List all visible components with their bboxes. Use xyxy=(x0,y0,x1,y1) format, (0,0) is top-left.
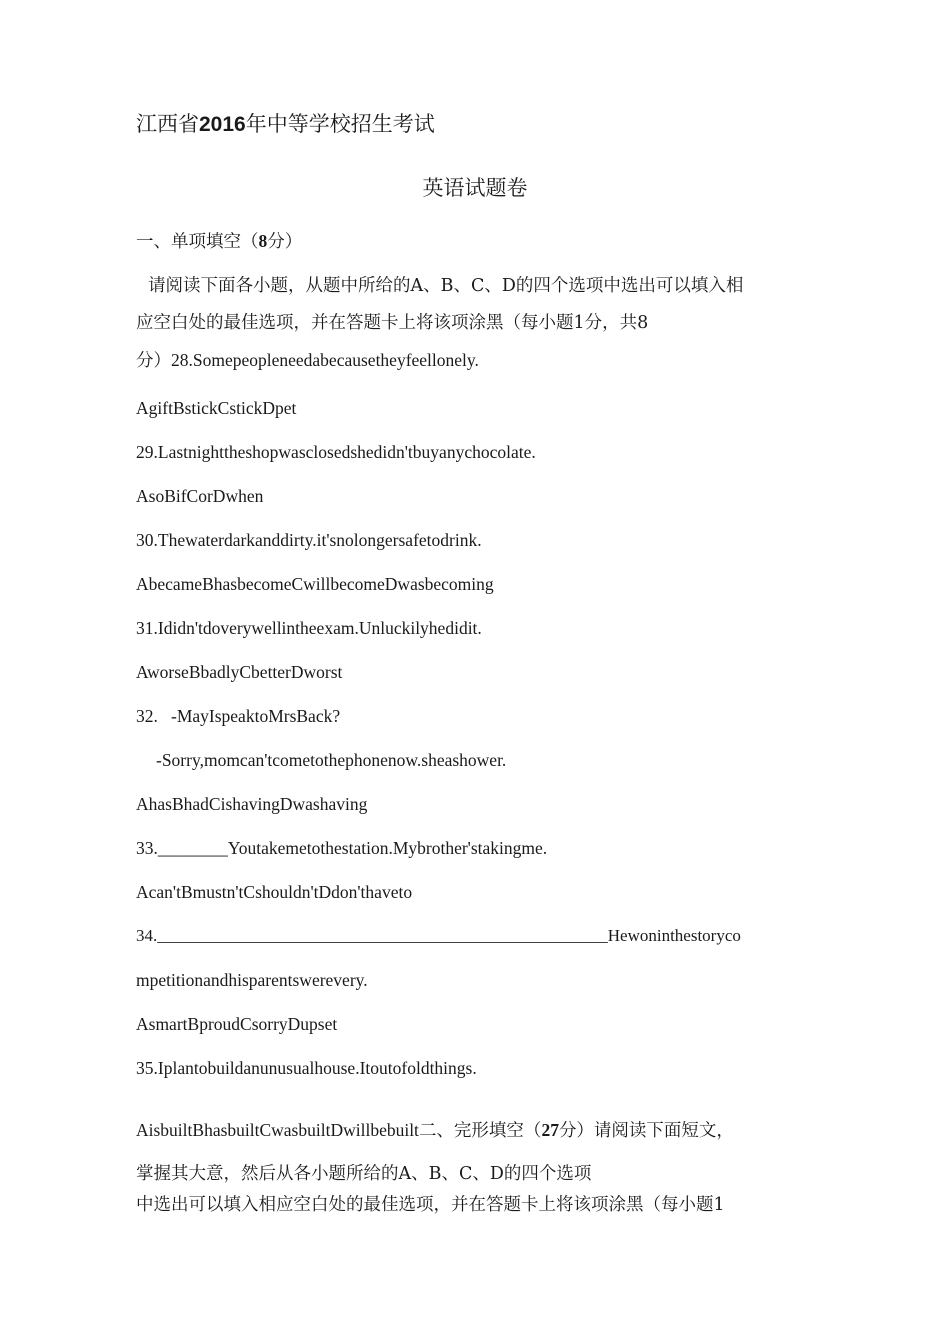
section1-instruction-line2: 应空白处的最佳选项，并在答题卡上将该项涂黑（每小题1分，共8 xyxy=(136,313,649,333)
question-29-stem: 29.Lastnighttheshopwasclosedshedidn'tbuyanychocolate. xyxy=(136,442,536,462)
title-year: 2016 xyxy=(199,113,246,136)
question-32-options: AhasBhadCishavingDwashaving xyxy=(136,794,368,814)
title-suffix: 年中等学校招生考试 xyxy=(245,112,435,136)
section1-instruction-line3 xyxy=(136,348,479,373)
section2-instruction-line2: 中选出可以填入相应空白处的最佳选项，并在答题卡上将该项涂黑（每小题1 xyxy=(136,1195,725,1215)
section1-heading-prefix: 一、单项填空（ xyxy=(136,232,259,252)
title-prefix: 江西省 xyxy=(136,112,199,136)
section1-heading xyxy=(136,229,302,254)
question-30-options: AbecameBhasbecomeCwillbecomeDwasbecoming xyxy=(136,574,494,594)
question-32-stem: 32. -MayIspeaktoMrsBack? xyxy=(136,706,341,726)
question-31-options: AworseBbadlyCbetterDworst xyxy=(136,662,343,682)
section1-instruction-line1: 请阅读下面各小题，从题中所给的A、B、C、D的四个选项中选出可以填入相 xyxy=(148,276,744,296)
section2-heading-suffix: 分）请阅读下面短文， xyxy=(558,1121,734,1141)
question-31-stem: 31.Ididn'tdoverywellintheexam.Unluckilyhedidit. xyxy=(136,618,482,638)
question-33-options: Acan'tBmustn'tCshouldn'tDdon'thaveto xyxy=(136,882,413,902)
question-34-stem-continued: mpetitionandhisparentswerevery. xyxy=(136,970,368,990)
question-28-options: AgiftBstickCstickDpet xyxy=(136,398,297,418)
question-34-stem: 34._____________________________________________________Hewoninthestoryco xyxy=(136,926,741,945)
question-35-stem: 35.Iplantobuildanunusualhouse.Itoutofoldthings. xyxy=(136,1058,477,1078)
section2-heading-prefix: 二、完形填空（ xyxy=(418,1121,542,1141)
question-28-stem: 28.Somepeopleneedabecausetheyfeellonely. xyxy=(171,350,479,370)
question-30-stem: 30.Thewaterdarkanddirty.it'snolongersafetodrink. xyxy=(136,530,482,550)
section1-heading-points: 8 xyxy=(258,231,268,251)
section1-instruction-line3-prefix: 分） xyxy=(136,351,171,371)
question-29-options: AsoBifCorDwhen xyxy=(136,486,264,506)
question-35-options: AisbuiltBhasbuiltCwasbuiltDwillbebuilt xyxy=(136,1120,419,1140)
question-32-reply: -Sorry,momcan'tcometothephonenow.sheashower. xyxy=(156,750,507,770)
question-33-stem: 33.________Youtakemetothestation.Mybrother'stakingme. xyxy=(136,838,548,858)
exam-subtitle: 英语试题卷 xyxy=(422,176,528,200)
section1-heading-suffix: 分） xyxy=(267,232,303,252)
section2-instruction-line1: 掌握其大意，然后从各小题所给的A、B、C、D的四个选项 xyxy=(136,1164,592,1184)
question-34-options: AsmartBproudCsorryDupset xyxy=(136,1014,338,1034)
section2-heading-points: 27 xyxy=(541,1120,559,1140)
exam-title xyxy=(136,112,435,137)
question-35-options-and-section2-heading xyxy=(136,1118,734,1143)
